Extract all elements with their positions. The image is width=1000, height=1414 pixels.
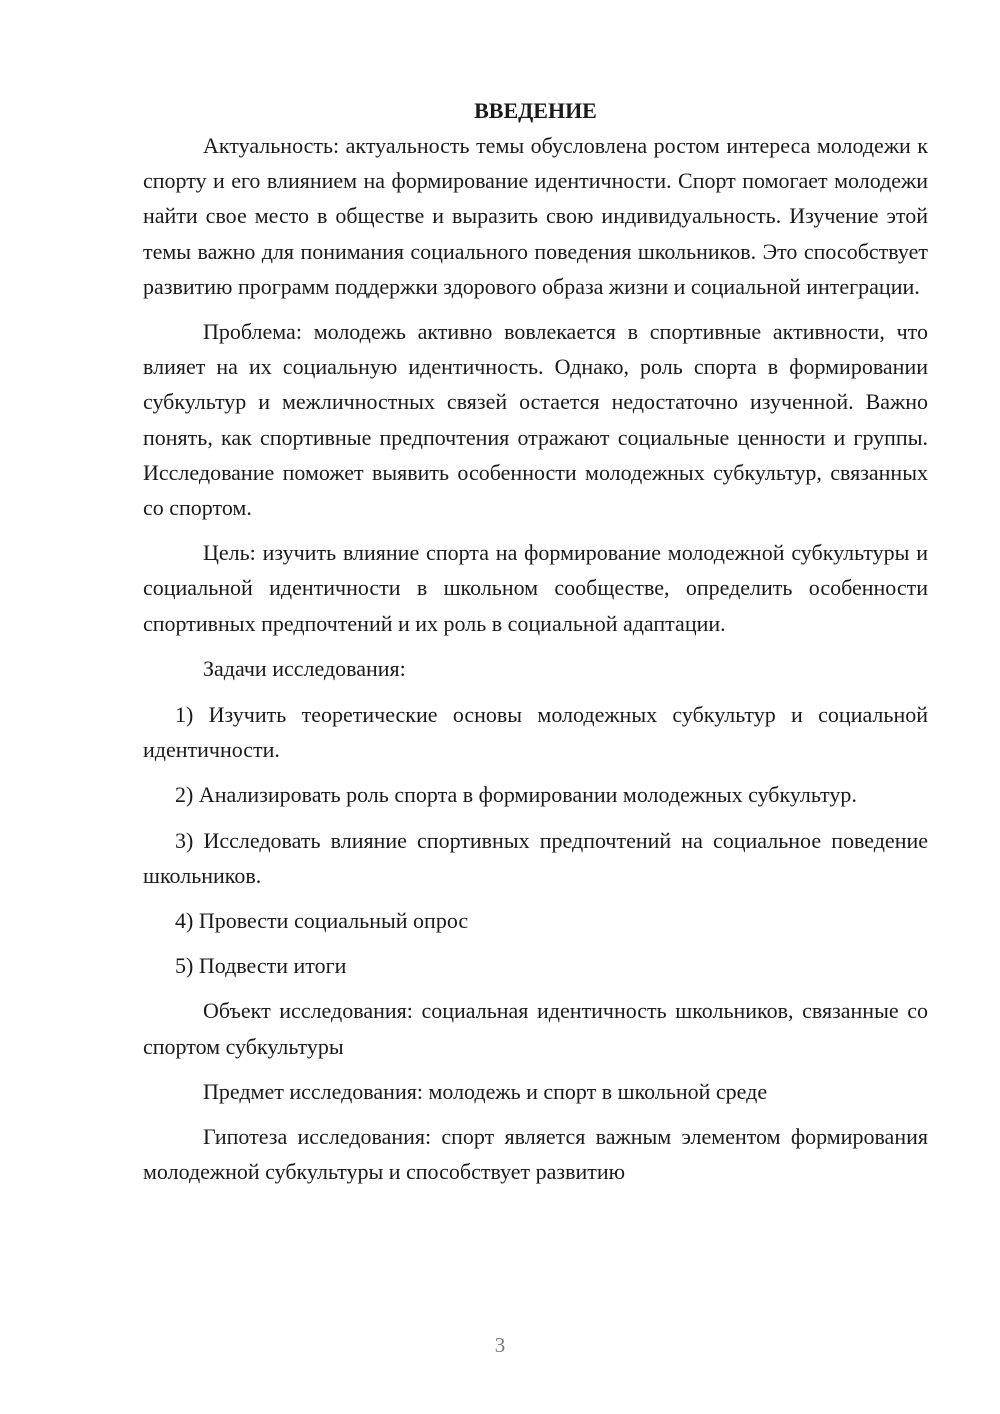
tasks-heading: Задачи исследования:	[203, 655, 406, 681]
document-body	[143, 93, 928, 1199]
task-item-5: 5) Подвести итоги	[175, 953, 347, 979]
task-item-1: 1) Изучить теоретические основы молодежных субкультур и социальной идентичности.	[143, 702, 928, 763]
page-number: 3	[494, 1333, 506, 1357]
object-paragraph: Объект исследования: социальная идентичность школьников, связанные со спортом субкультуры	[143, 998, 928, 1059]
task-item-3: 3) Исследовать влияние спортивных предпочтений на социальное поведение школьников.	[143, 827, 928, 888]
goal-paragraph: Цель: изучить влияние спорта на формирование молодежной субкультуры и социальной идентичности в школьном сообществе, определить особенности спортивных предпочтений и их роль в социальной адаптации.	[143, 540, 928, 636]
problem-paragraph: Проблема: молодежь активно вовлекается в спортивные активности, что влияет на их социальную идентичность. Однако, роль спорта в формировании субкультур и межличностных связей остается недостаточно изученной. Важно понять, как спортивные предпочтения отражают социальные ценности и группы. Исследование поможет выявить особенности молодежных субкультур, связанных со спортом.	[143, 319, 928, 521]
hypothesis-paragraph: Гипотеза исследования: спорт является важным элементом формирования молодежной субкультуры и способствует развитию	[143, 1124, 928, 1185]
document-title: ВВЕДЕНИЕ	[474, 98, 597, 123]
task-item-4: 4) Провести социальный опрос	[175, 908, 469, 934]
relevance-paragraph: Актуальность: актуальность темы обусловлена ростом интереса молодежи к спорту и его влиянием на формирование идентичности. Спорт помогает молодежи найти свое место в обществе и выразить свою индивидуальность. Изучение этой темы важно для понимания социального поведения школьников. Это способствует развитию программ поддержки здорового образа жизни и социальной интеграции.	[143, 133, 928, 299]
task-item-2: 2) Анализировать роль спорта в формировании молодежных субкультур.	[175, 782, 857, 808]
subject-paragraph: Предмет исследования: молодежь и спорт в школьной среде	[203, 1078, 768, 1104]
